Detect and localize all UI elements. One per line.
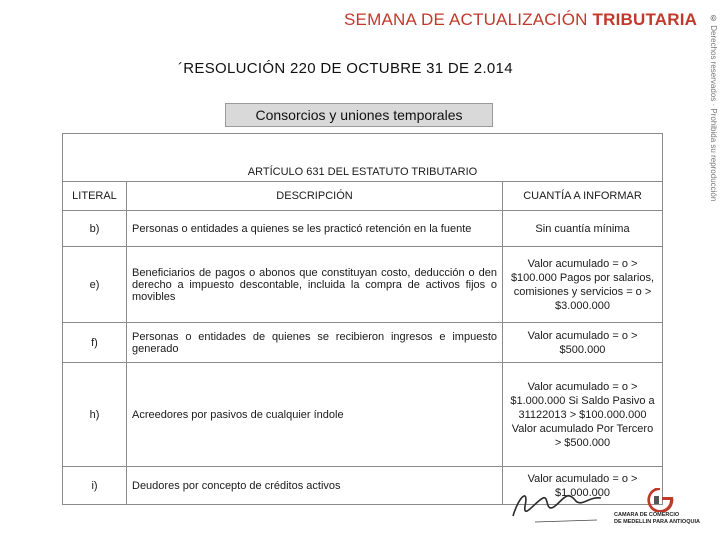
- tax-table: [62, 133, 663, 505]
- signature-graphic: [505, 476, 615, 536]
- row-literal: i): [63, 467, 127, 505]
- subtitle-box: Consorcios y uniones temporales: [225, 103, 493, 127]
- header-title-regular: SEMANA DE ACTUALIZACIÓN: [344, 10, 593, 29]
- chamber-logo-icon: [640, 488, 680, 512]
- header-amount: CUANTÍA A INFORMAR: [503, 182, 663, 211]
- header-title: [344, 10, 697, 30]
- table-row: [63, 363, 663, 467]
- row-description: Personas o entidades de quienes se recibieron ingresos e impuesto generado: [127, 323, 503, 363]
- article-heading: ARTÍCULO 631 DEL ESTATUTO TRIBUTARIO: [63, 134, 663, 182]
- table-row: [63, 211, 663, 247]
- table-row: [63, 247, 663, 323]
- document-title: ´RESOLUCIÓN 220 DE OCTUBRE 31 DE 2.014: [178, 60, 513, 77]
- article-row: [63, 134, 663, 182]
- row-amount: Valor acumulado = o > $100.000 Pagos por salarios, comisiones y servicios = o > $3.000.000: [503, 247, 663, 323]
- row-description: Personas o entidades a quienes se les practicó retención en la fuente: [127, 211, 503, 247]
- header-description: DESCRIPCIÓN: [127, 182, 503, 211]
- row-description: Acreedores por pasivos de cualquier índole: [127, 363, 503, 467]
- header-title-bold: TRIBUTARIA: [592, 10, 698, 29]
- table-row: [63, 323, 663, 363]
- tax-table-container: [62, 133, 662, 505]
- chamber-logo-line1: CAMARA DE COMERCIO: [614, 512, 680, 518]
- header-literal: LITERAL: [63, 182, 127, 211]
- header-row: [63, 182, 663, 211]
- row-amount: Valor acumulado = o > $1.000.000: [503, 467, 663, 505]
- row-amount: Valor acumulado = o > $1.000.000 Si Saldo Pasivo a 31122013 > $100.000.000 Valor acumulado Por Tercero > $500.000: [503, 363, 663, 467]
- signature-icon: [505, 476, 615, 536]
- row-literal: e): [63, 247, 127, 323]
- chamber-logo: [614, 488, 706, 534]
- row-description: Deudores por concepto de créditos activos: [127, 467, 503, 505]
- side-note: [698, 14, 718, 214]
- copyright-icon: ©: [709, 14, 718, 23]
- row-amount: Valor acumulado = o > $500.000: [503, 323, 663, 363]
- chamber-logo-text: [614, 512, 700, 526]
- chamber-logo-line2: DE MEDELLIN PARA ANTIOQUIA: [614, 519, 700, 525]
- row-amount: Sin cuantía mínima: [503, 211, 663, 247]
- row-literal: h): [63, 363, 127, 467]
- row-description: Beneficiarios de pagos o abonos que constituyan costo, deducción o den derecho a impuesto descontable, incluida la compra de activos fijos o movibles: [127, 247, 503, 323]
- row-literal: f): [63, 323, 127, 363]
- row-literal: b): [63, 211, 127, 247]
- side-note-text: Derechos reservados · Prohibida su reproducción: [709, 25, 718, 202]
